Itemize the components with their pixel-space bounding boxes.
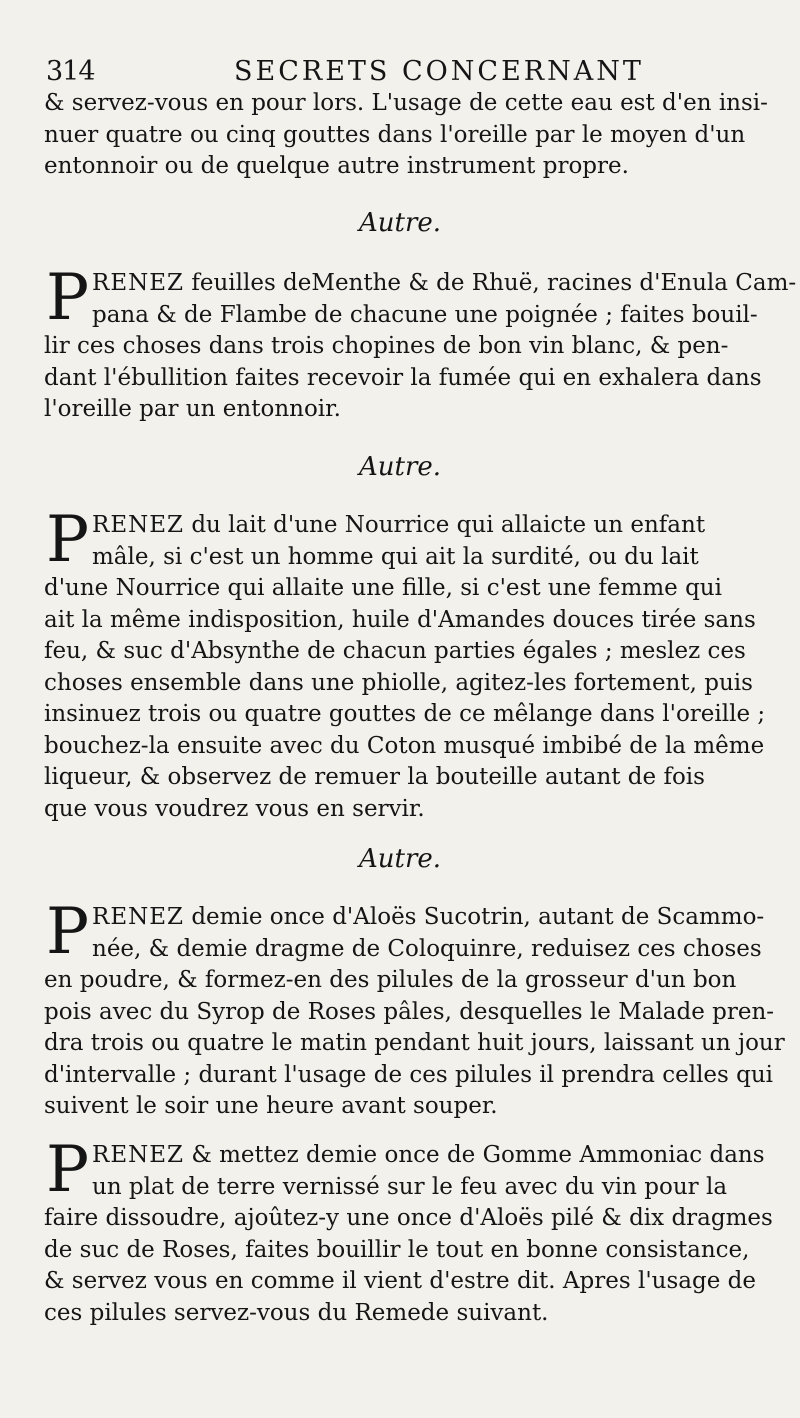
recipe-paragraph xyxy=(44,503,766,825)
text-line: de suc de Roses, faites bouillir le tout en bonne consistance, xyxy=(44,1236,750,1263)
lead-word: RENEZ xyxy=(92,1142,185,1168)
text-line xyxy=(44,902,765,934)
text-line: bouchez-la ensuite avec du Coton musqué imbibé de la même xyxy=(44,732,765,759)
first-line-text: & mettez demie once de Gomme Ammoniac dans xyxy=(184,1142,765,1168)
text-line: un plat de terre vernissé sur le feu avec du vin pour la xyxy=(92,1173,728,1200)
text-line: ait la même indisposition, huile d'Amandes douces tirée sans xyxy=(44,606,756,633)
text-line: ces pilules servez-vous du Remede suivant. xyxy=(44,1299,549,1326)
section-heading: Autre. xyxy=(358,452,442,482)
first-line-text: demie once d'Aloës Sucotrin, autant de Scammo- xyxy=(184,904,765,930)
text-line xyxy=(44,268,797,300)
text-line: liqueur, & observez de remuer la bouteille autant de fois xyxy=(44,764,705,790)
drop-cap: P xyxy=(46,261,90,335)
text-line: feu, & suc d'Absynthe de chacun parties égales ; meslez ces xyxy=(44,638,746,664)
recipe-paragraph xyxy=(44,1133,773,1329)
lead-word: RENEZ xyxy=(92,904,185,930)
text-line: mâle, si c'est un homme qui ait la surdité, ou du lait xyxy=(92,543,699,570)
text-line: l'oreille par un entonnoir. xyxy=(44,396,341,422)
text-line: faire dissoudre, ajoûtez-y une once d'Aloës pilé & dix dragmes xyxy=(44,1205,773,1231)
recipe-paragraph xyxy=(44,895,785,1123)
text-line: nuer quatre ou cinq gouttes dans l'oreille par le moyen d'un xyxy=(44,121,746,148)
text-line: dra trois ou quatre le matin pendant huit jours, laissant un jour xyxy=(44,1030,785,1056)
lead-word: RENEZ xyxy=(92,270,185,296)
text-line: & servez-vous en pour lors. L'usage de cette eau est d'en insi- xyxy=(44,90,768,116)
text-line: entonnoir ou de quelque autre instrument propre. xyxy=(44,153,629,179)
text-line: choses ensemble dans une phiolle, agitez-les fortement, puis xyxy=(44,669,753,696)
first-line-text: du lait d'une Nourrice qui allaicte un enfant xyxy=(184,512,706,538)
section-heading: Autre. xyxy=(358,844,442,874)
text-line: pois avec du Syrop de Roses pâles, desquelles le Malade pren- xyxy=(44,998,775,1025)
text-line: d'intervalle ; durant l'usage de ces pilules il prendra celles qui xyxy=(44,1061,774,1088)
text-line: insinuez trois ou quatre gouttes de ce mêlange dans l'oreille ; xyxy=(44,701,766,727)
running-head: SECRETS CONCERNANT xyxy=(234,56,644,87)
text-line: que vous voudrez vous en servir. xyxy=(44,795,425,822)
section-heading: Autre. xyxy=(358,208,442,238)
text-line: dant l'ébullition faites recevoir la fumée qui en exhalera dans xyxy=(44,364,762,391)
text-line: lir ces choses dans trois chopines de bon vin blanc, & pen- xyxy=(44,333,729,359)
text-line: d'une Nourrice qui allaite une fille, si c'est une femme qui xyxy=(44,575,722,601)
drop-cap: P xyxy=(46,503,90,577)
page-number: 314 xyxy=(46,56,95,87)
first-line-text: feuilles deMenthe & de Rhuë, racines d'Enula Cam- xyxy=(184,270,797,296)
intro-paragraph xyxy=(44,88,768,183)
text-line: pana & de Flambe de chacune une poignée ; faites bouil- xyxy=(92,301,758,328)
lead-word: RENEZ xyxy=(92,512,185,538)
text-line xyxy=(44,510,760,542)
drop-cap: P xyxy=(46,895,90,969)
text-line: & servez vous en comme il vient d'estre dit. Apres l'usage de xyxy=(44,1268,756,1294)
recipe-paragraph xyxy=(44,261,797,426)
text-line xyxy=(44,1140,765,1172)
text-line: née, & demie dragme de Coloquinre, reduisez ces choses xyxy=(92,935,762,962)
text-line: suivent le soir une heure avant souper. xyxy=(44,1093,498,1119)
drop-cap: P xyxy=(46,1133,90,1207)
text-line: en poudre, & formez-en des pilules de la grosseur d'un bon xyxy=(44,967,737,993)
